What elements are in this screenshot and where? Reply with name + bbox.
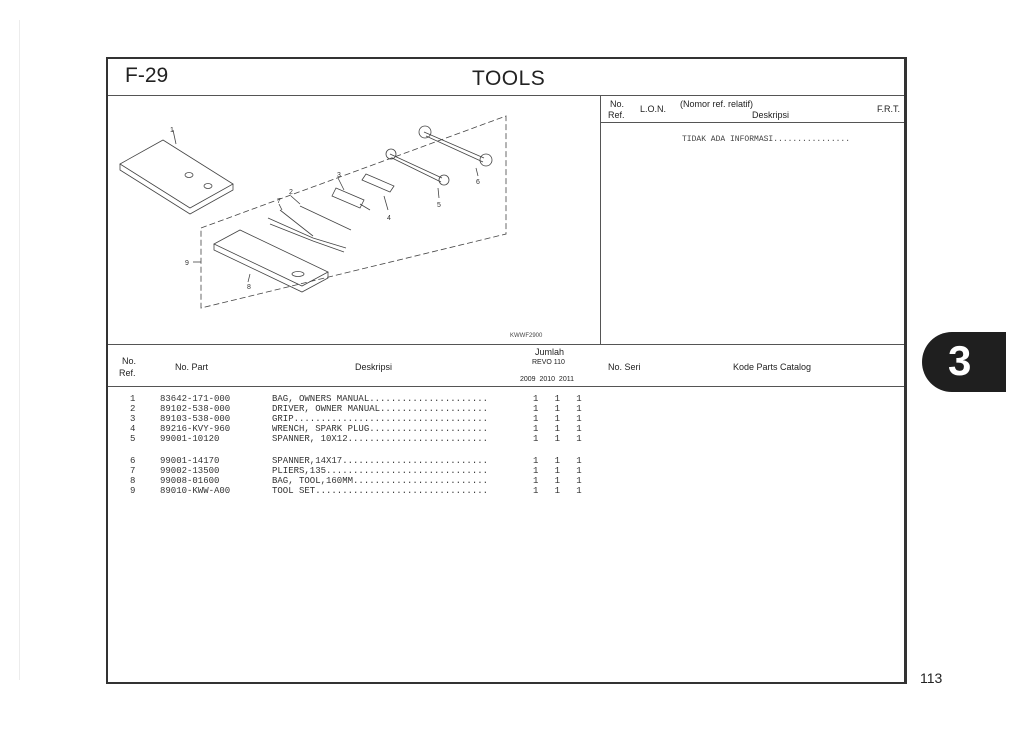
row-part-number: 89103-538-000 bbox=[160, 414, 231, 424]
row-quantity: 1 1 1 bbox=[533, 394, 582, 404]
row-ref: 8 bbox=[130, 476, 136, 486]
owners-manual-bag-drawing bbox=[120, 140, 233, 208]
page-number: 113 bbox=[920, 670, 943, 686]
row-quantity: 1 1 1 bbox=[533, 456, 582, 466]
parts-col-part: No. Part bbox=[175, 362, 209, 372]
parts-col-jumlah: Jumlah bbox=[535, 347, 565, 357]
parts-col-desc: Deskripsi bbox=[355, 362, 393, 372]
illustration-code: KWWF2900 bbox=[510, 333, 543, 339]
parts-table-header-divider bbox=[108, 386, 904, 387]
row-ref: 1 bbox=[130, 394, 136, 404]
chapter-tab bbox=[922, 332, 1006, 392]
row-description: PLIERS,135.............................. bbox=[272, 466, 489, 476]
parts-col-ref: Ref. bbox=[119, 368, 136, 378]
row-ref: 2 bbox=[130, 404, 136, 414]
frt-col-lon: L.O.N. bbox=[640, 104, 667, 114]
frt-info-text: TIDAK ADA INFORMASI................ bbox=[682, 135, 851, 144]
row-quantity: 1 1 1 bbox=[533, 466, 582, 476]
callout-4: 4 bbox=[387, 215, 391, 222]
row-ref: 3 bbox=[130, 414, 136, 424]
callout-5: 5 bbox=[437, 202, 441, 209]
frt-col-desc: Deskripsi bbox=[752, 110, 790, 120]
parts-col-seri: No. Seri bbox=[608, 362, 641, 372]
frt-col-ref: Ref. bbox=[608, 110, 625, 120]
row-quantity: 1 1 1 bbox=[533, 434, 582, 444]
callout-7: 7 bbox=[277, 198, 281, 205]
row-quantity: 1 1 1 bbox=[533, 414, 582, 424]
spanner-10x12-drawing bbox=[390, 154, 442, 182]
spanner-14x17-drawing bbox=[424, 132, 484, 162]
illustration-divider bbox=[600, 96, 601, 344]
pliers-drawing bbox=[268, 210, 346, 252]
row-part-number: 99001-10120 bbox=[160, 434, 220, 444]
section-code: F-29 bbox=[125, 64, 169, 87]
row-quantity: 1 1 1 bbox=[533, 476, 582, 486]
callout-2: 2 bbox=[289, 189, 293, 196]
row-quantity: 1 1 1 bbox=[533, 424, 582, 434]
row-ref: 4 bbox=[130, 424, 136, 434]
parts-col-years: 2009 2010 2011 bbox=[520, 376, 574, 383]
row-ref: 6 bbox=[130, 456, 136, 466]
row-ref: 9 bbox=[130, 486, 136, 496]
row-description: DRIVER, OWNER MANUAL.................... bbox=[272, 404, 489, 414]
chapter-tab-label: 3 bbox=[948, 337, 972, 384]
row-ref: 5 bbox=[130, 434, 136, 444]
row-part-number: 99002-13500 bbox=[160, 466, 220, 476]
row-part-number: 89102-538-000 bbox=[160, 404, 231, 414]
page-title: TOOLS bbox=[472, 67, 546, 90]
parts-table-top-divider bbox=[108, 344, 904, 345]
row-part-number: 99001-14170 bbox=[160, 456, 220, 466]
row-part-number: 83642-171-000 bbox=[160, 394, 231, 404]
frt-col-no: No. bbox=[610, 99, 625, 109]
tool-set-outline bbox=[201, 116, 506, 308]
row-part-number: 89216-KVY-960 bbox=[160, 424, 231, 434]
row-description: BAG, TOOL,160MM......................... bbox=[272, 476, 489, 486]
row-part-number: 89010-KWW-A00 bbox=[160, 486, 231, 496]
frt-col-frt: F.R.T. bbox=[877, 104, 901, 114]
row-part-number: 99008-01600 bbox=[160, 476, 220, 486]
driver-drawing bbox=[300, 206, 351, 230]
row-quantity: 1 1 1 bbox=[533, 404, 582, 414]
grip-drawing bbox=[332, 188, 370, 210]
row-description: SPANNER, 10X12.......................... bbox=[272, 434, 489, 444]
frt-header-divider bbox=[601, 122, 904, 123]
row-description: WRENCH, SPARK PLUG...................... bbox=[272, 424, 489, 434]
parts-col-no: No. bbox=[122, 356, 137, 366]
callout-6: 6 bbox=[476, 179, 480, 186]
page-margin-line bbox=[19, 20, 20, 680]
row-ref: 7 bbox=[130, 466, 136, 476]
callout-1: 1 bbox=[170, 127, 174, 134]
spark-plug-wrench-drawing bbox=[362, 174, 394, 192]
tools-illustration bbox=[108, 96, 600, 344]
row-description: GRIP.................................... bbox=[272, 414, 489, 424]
callout-3: 3 bbox=[337, 172, 341, 179]
callout-9: 9 bbox=[185, 260, 189, 267]
parts-col-model: REVO 110 bbox=[532, 359, 565, 366]
parts-col-catalog: Kode Parts Catalog bbox=[733, 362, 812, 372]
row-quantity: 1 1 1 bbox=[533, 486, 582, 496]
callout-8: 8 bbox=[247, 284, 251, 291]
row-description: SPANNER,14X17........................... bbox=[272, 456, 489, 466]
row-description: BAG, OWNERS MANUAL...................... bbox=[272, 394, 489, 404]
frt-col-relref: (Nomor ref. relatif) bbox=[680, 99, 754, 109]
row-description: TOOL SET................................ bbox=[272, 486, 489, 496]
